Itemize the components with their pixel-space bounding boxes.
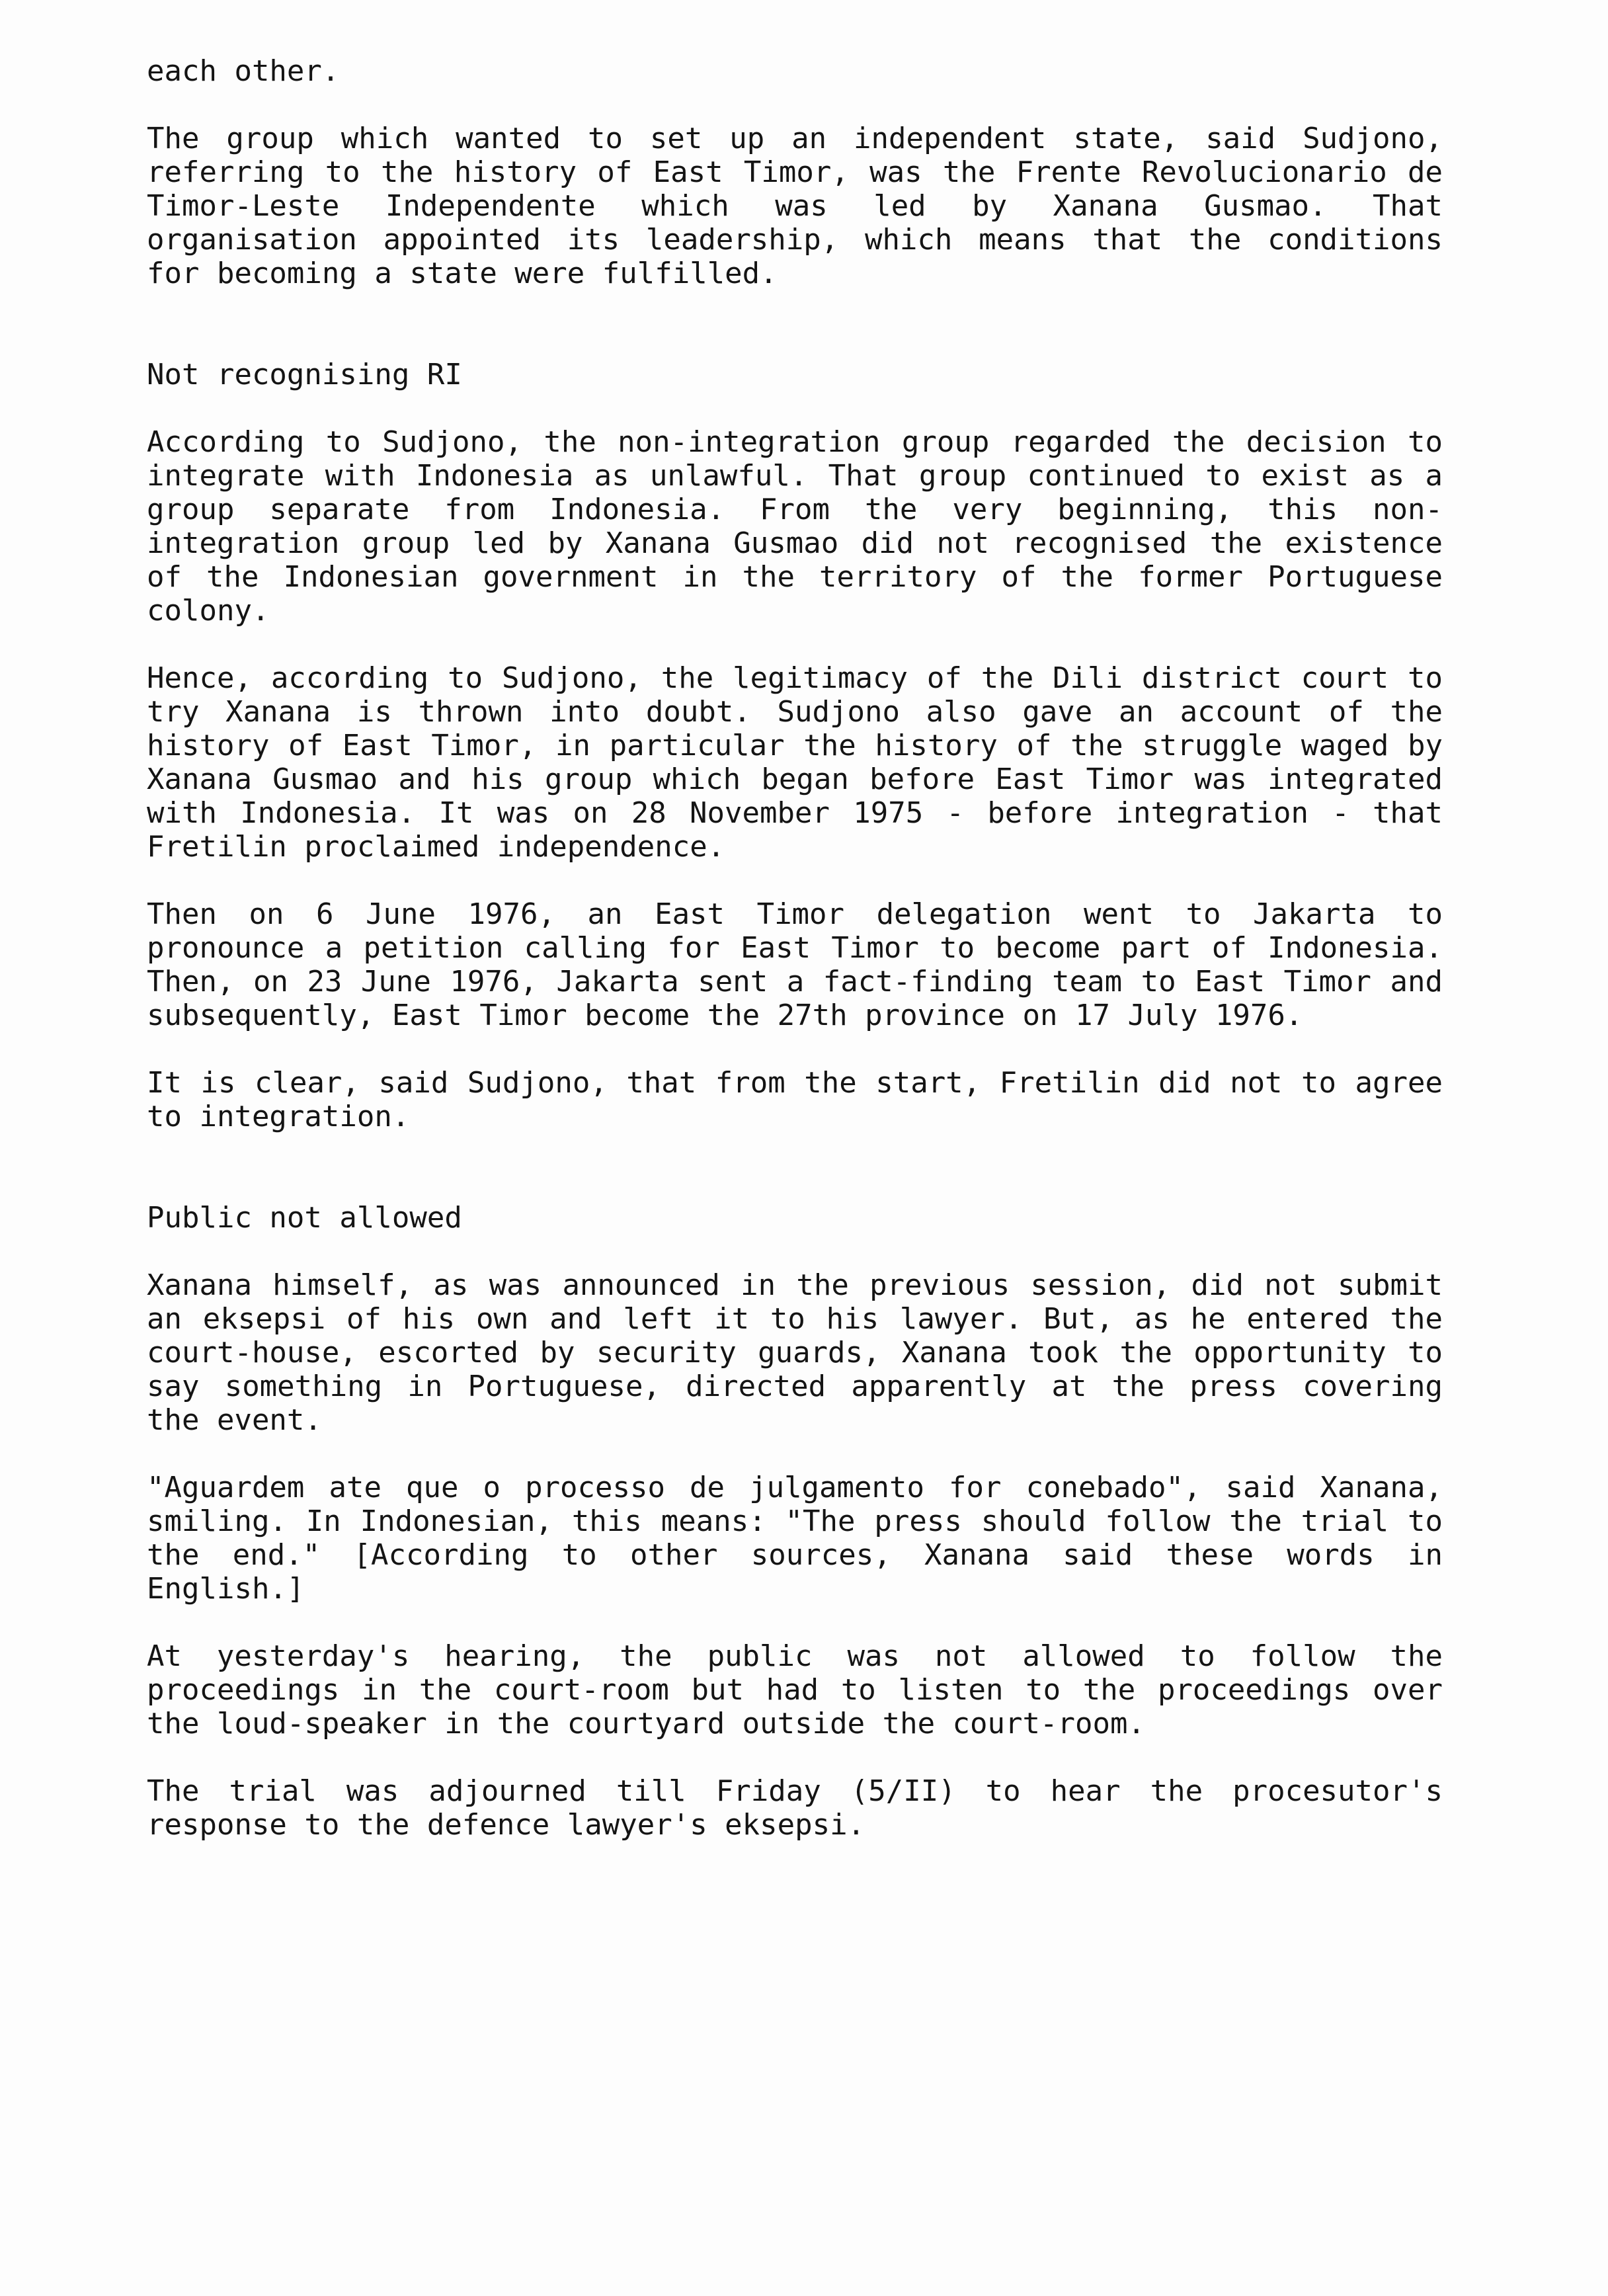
paragraph-xanana-himself: Xanana himself, as was announced in the previous session, did not submit an eksepsi of his own and left it to his lawyer. But, as he entered the court-house, escorted by security guards, Xanana took the opportunity to say something in Portuguese, directed apparently at the press covering the event. [147,1268,1443,1437]
section-heading-not-recognising: Not recognising RI [147,358,462,391]
paragraph-non-integration: According to Sudjono, the non-integration group regarded the decision to integrate with Indonesia as unlawful. That group continued to exist as a group separate from Indonesia. From the very beginning, this non-integration group led by Xanana Gusmao did not recognised the existence of the Indonesian government in the territory of the former Portuguese colony. [147,425,1443,628]
paragraph-aguardem: "Aguardem ate que o processo de julgamento for conebado", said Xanana, smiling. In Indonesian, this means: "The press should follow the trial to the end." [According to other sources, Xanana said these words in English.] [147,1471,1443,1606]
opening-fragment: each other. [147,54,340,88]
paragraph-adjourned: The trial was adjourned till Friday (5/II) to hear the procesutor's response to the defence lawyer's eksepsi. [147,1774,1443,1842]
paragraph-legitimacy: Hence, according to Sudjono, the legitimacy of the Dili district court to try Xanana is thrown into doubt. Sudjono also gave an account of the history of East Timor, in particular the history of the struggle waged by Xanana Gusmao and his group which began before East Timor was integrated with Indonesia. It was on 28 November 1975 - before integration - that Fretilin proclaimed independence. [147,661,1443,864]
paragraph-frente: The group which wanted to set up an independent state, said Sudjono, referring to the history of East Timor, was the Frente Revolucionario de Timor-Leste Independente which was led by Xanana Gusmao. That organisation appointed its leadership, which means that the conditions for becoming a state were fulfilled. [147,122,1443,290]
section-heading-public: Public not allowed [147,1201,462,1235]
paragraph-clear: It is clear, said Sudjono, that from the start, Fretilin did not to agree to integration. [147,1066,1443,1133]
document-body [147,54,1443,1842]
paragraph-june-1976: Then on 6 June 1976, an East Timor delegation went to Jakarta to pronounce a petition calling for East Timor to become part of Indonesia. Then, on 23 June 1976, Jakarta sent a fact-finding team to East Timor and subsequently, East Timor become the 27th province on 17 July 1976. [147,897,1443,1032]
paragraph-hearing: At yesterday's hearing, the public was not allowed to follow the proceedings in the court-room but had to listen to the proceedings over the loud-speaker in the courtyard outside the court-room. [147,1639,1443,1741]
